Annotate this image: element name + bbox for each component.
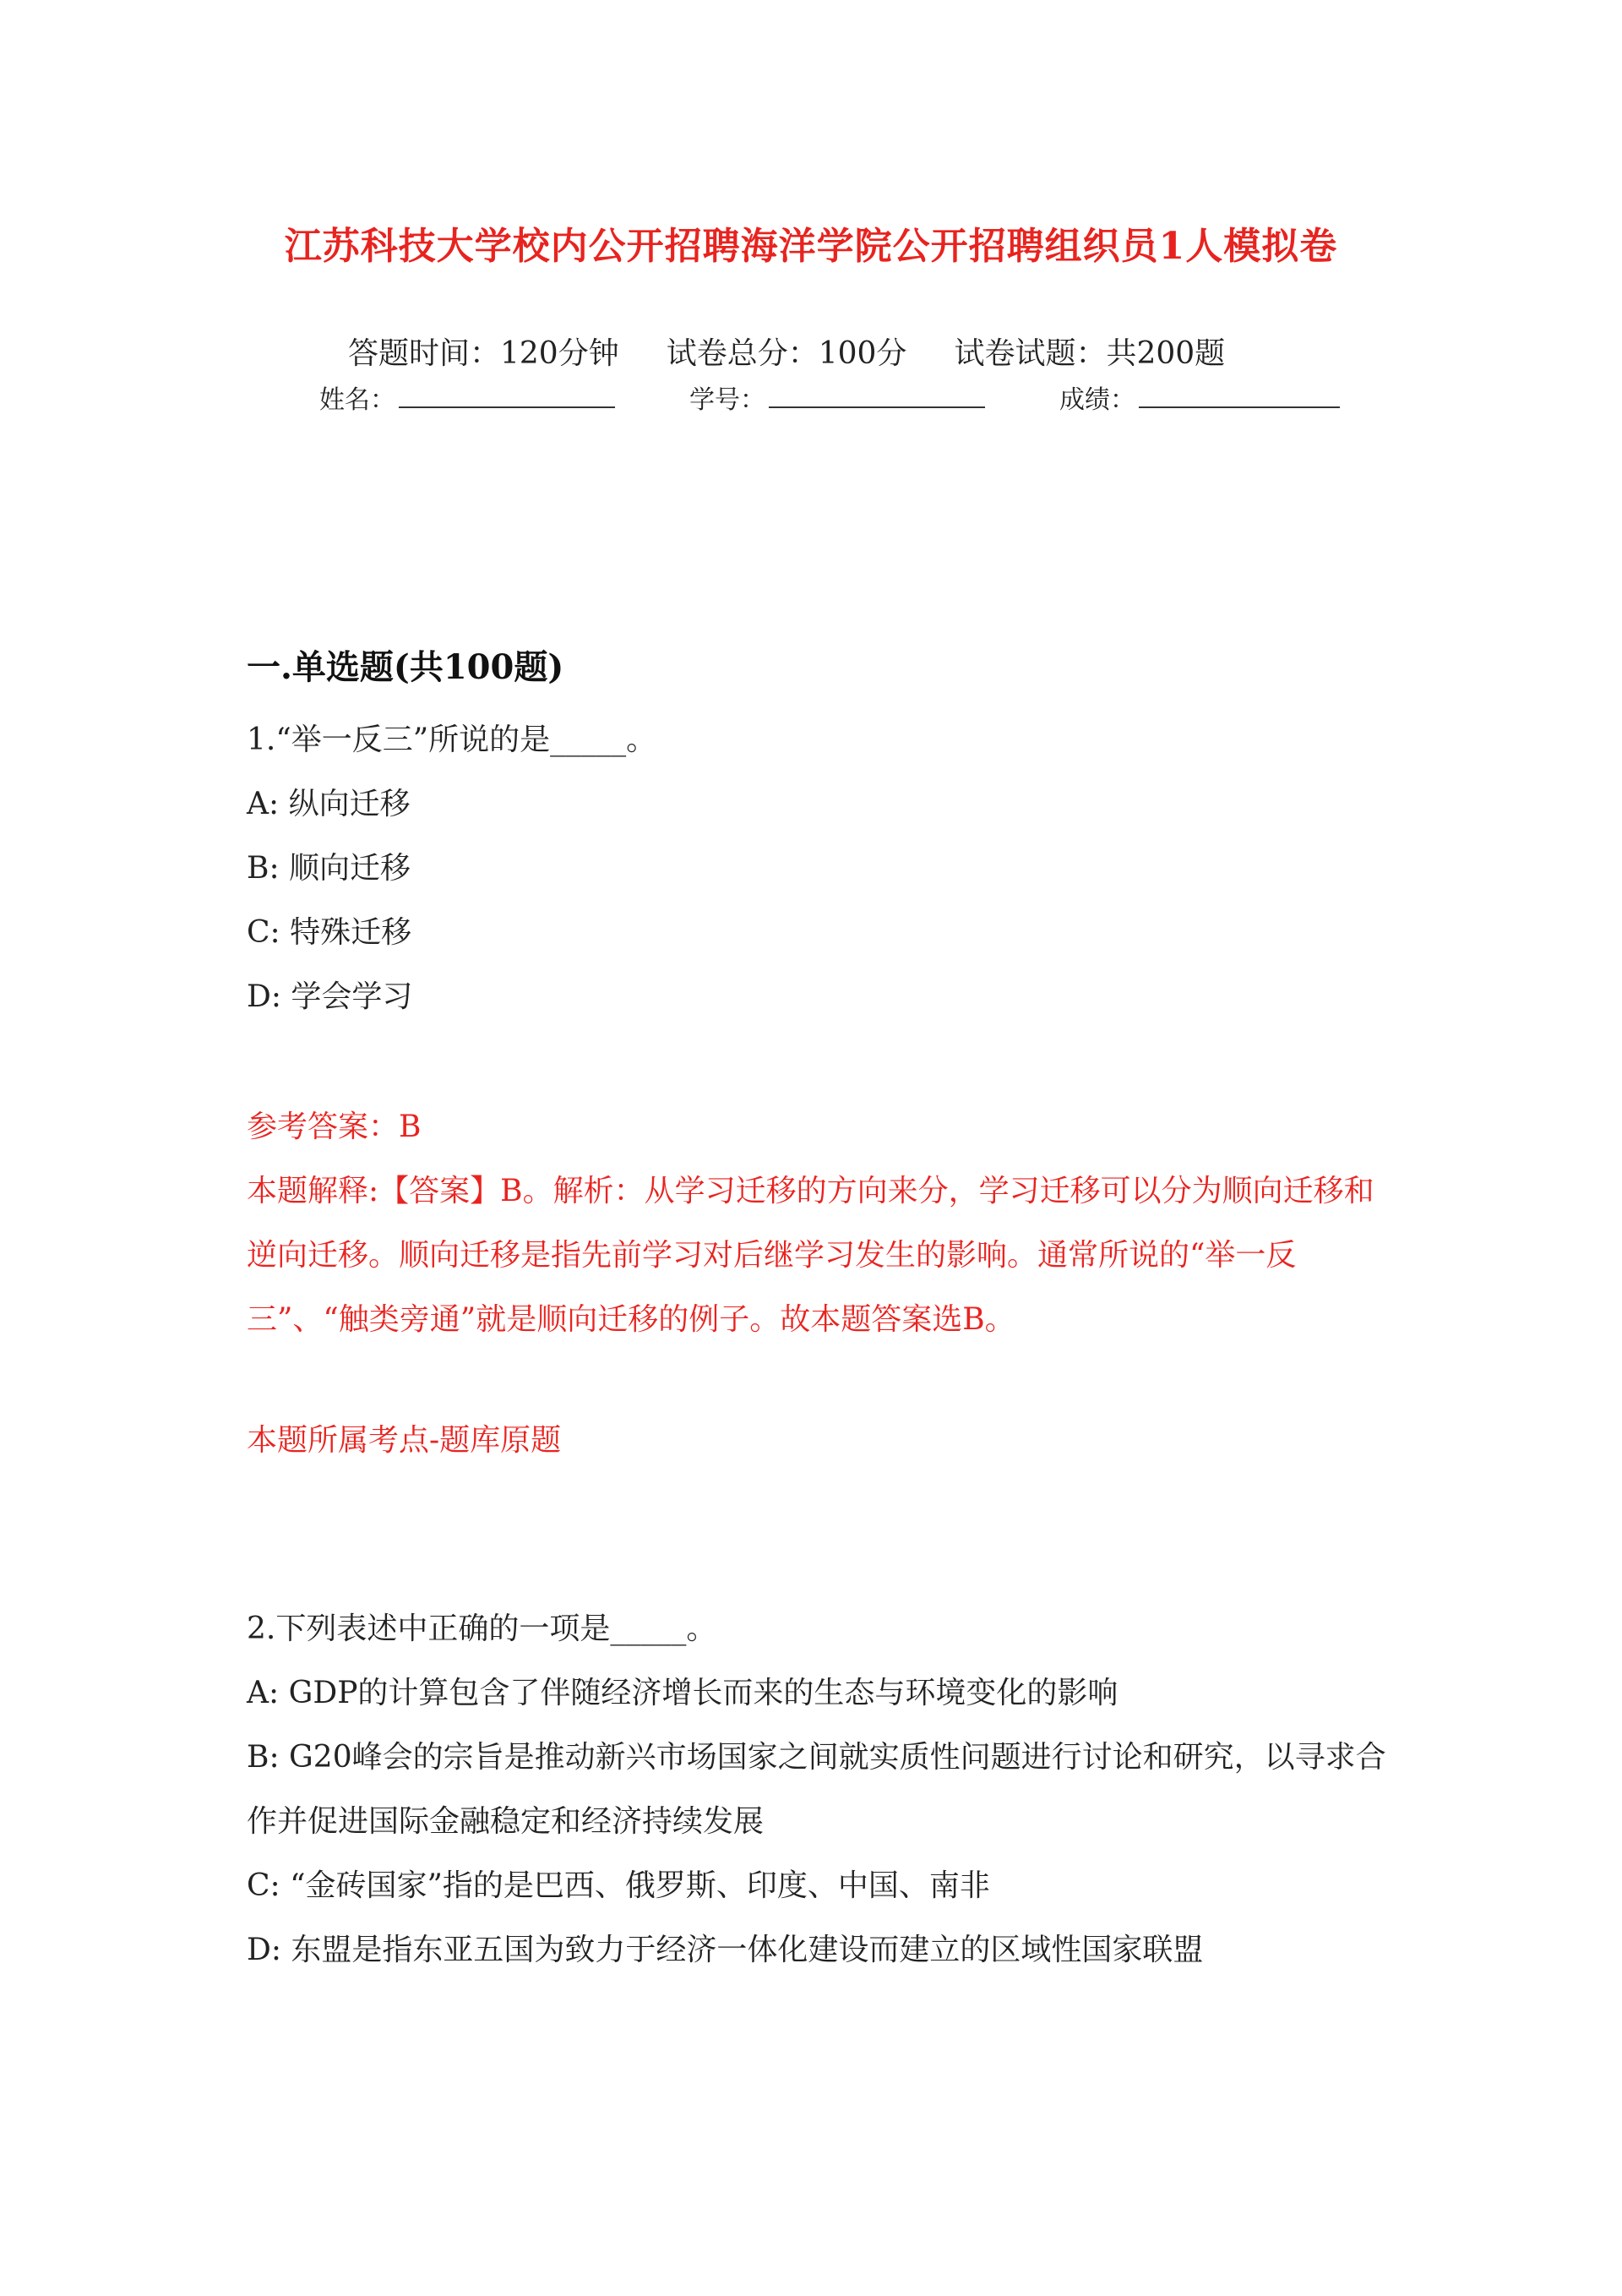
document-title: 江苏科技大学校内公开招聘海洋学院公开招聘组织员1人模拟卷	[284, 225, 1338, 268]
knowledge-point: 本题所属考点-题库原题	[247, 1423, 562, 1458]
student-info	[319, 379, 1375, 416]
score-label: 成绩：	[1059, 385, 1135, 415]
option-a: A: 纵向迁移	[247, 787, 411, 821]
question-stem: 1.“举一反三”所说的是_____。	[247, 723, 657, 757]
option-d: D: 东盟是指东亚五国为致力于经济一体化建设而建立的区域性国家联盟	[247, 1933, 1204, 1967]
score-blank[interactable]	[1139, 381, 1340, 408]
answer-block-1	[247, 1095, 1396, 1352]
name-field	[319, 379, 615, 416]
name-blank[interactable]	[399, 381, 615, 408]
student-id-field	[689, 379, 985, 416]
exam-time: 答题时间：120分钟	[348, 336, 619, 371]
option-d: D: 学会学习	[247, 979, 413, 1014]
option-b: B: 顺向迁移	[247, 851, 411, 886]
exam-total-score: 试卷总分：100分	[666, 336, 907, 371]
option-c: C: 特殊迁移	[247, 915, 412, 950]
score-field	[1059, 379, 1340, 416]
student-id-blank[interactable]	[769, 381, 985, 408]
option-c: C: “金砖国家”指的是巴西、俄罗斯、印度、中国、南非	[247, 1868, 990, 1903]
exam-meta	[348, 330, 1225, 373]
student-id-label: 学号：	[689, 385, 765, 415]
option-b: B: G20峰会的宗旨是推动新兴市场国家之间就实质性问题进行讨论和研究，以寻求合作并促进国际金融稳定和经济持续发展	[247, 1740, 1386, 1839]
section-heading: 一.单选题(共100题)	[247, 647, 564, 687]
reference-answer: 参考答案：B	[247, 1110, 422, 1144]
question-stem: 2.下列表述中正确的一项是_____。	[247, 1612, 717, 1646]
option-a: A: GDP的计算包含了伴随经济增长而来的生态与环境变化的影响	[247, 1676, 1119, 1710]
question-2	[247, 1597, 1396, 1982]
exam-question-count: 试卷试题：共200题	[954, 336, 1226, 371]
name-label: 姓名：	[319, 385, 395, 415]
question-1	[247, 708, 1396, 1029]
answer-analysis: 本题解释:【答案】B。解析：从学习迁移的方向来分，学习迁移可以分为顺向迁移和逆向迁移。顺向迁移是指先前学习对后继学习发生的影响。通常所说的“举一反三”、“触类旁通”就是顺向迁移的例子。故本题答案选B。	[247, 1174, 1374, 1337]
